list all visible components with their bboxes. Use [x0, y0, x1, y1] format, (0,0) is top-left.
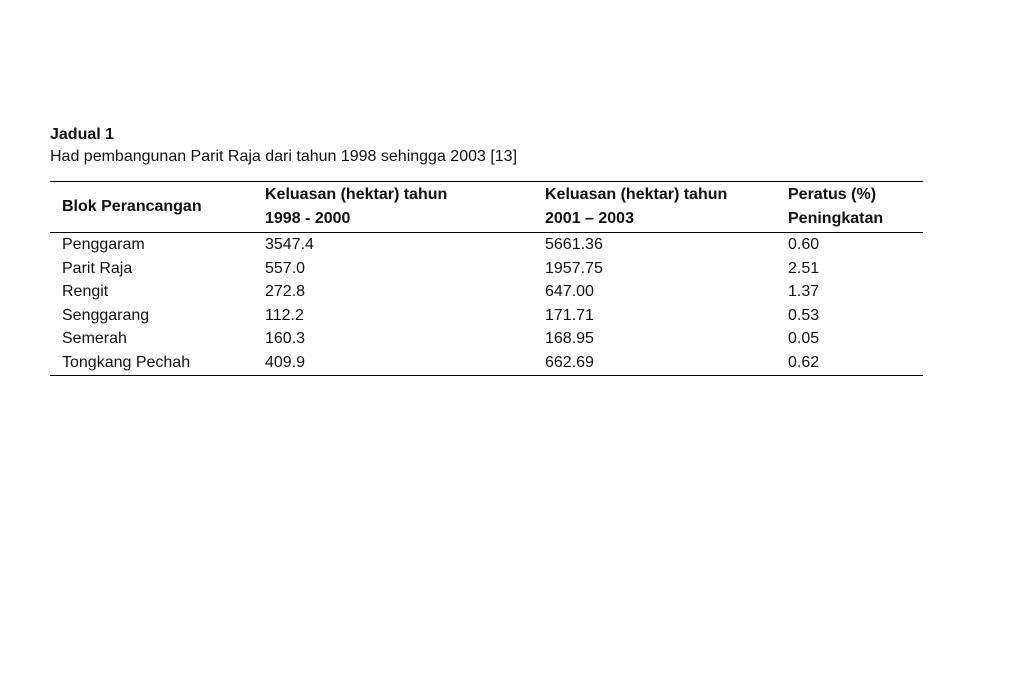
cell-area-2001-2003: 168.95 [545, 330, 594, 348]
table-body [50, 233, 923, 376]
table-row [50, 304, 923, 328]
cell-blok: Penggaram [62, 236, 145, 253]
header-row [50, 182, 923, 233]
header-line: 2001 – 2003 [545, 210, 634, 227]
header-area-2001-2003 [533, 182, 776, 233]
cell-area-1998-2000: 409.9 [265, 353, 306, 371]
header-peratus [776, 182, 923, 233]
table-row [50, 280, 923, 304]
header-line: Peratus (%) [788, 186, 877, 203]
cell-area-2001-2003: 647.00 [545, 283, 594, 301]
cell-blok: Semerah [62, 330, 127, 348]
cell-peratus: 1.37 [788, 283, 820, 301]
cell-area-2001-2003: 662.69 [545, 353, 594, 371]
table-row [50, 351, 923, 375]
table-row [50, 327, 923, 351]
cell-peratus: 0.60 [788, 236, 820, 253]
header-line: Keluasan (hektar) tahun [265, 186, 448, 203]
cell-area-1998-2000: 272.8 [265, 283, 306, 301]
cell-peratus: 2.51 [788, 259, 820, 277]
header-line: Peningkatan [788, 210, 884, 227]
table-row [50, 233, 923, 257]
cell-blok: Rengit [62, 283, 109, 301]
cell-area-1998-2000: 112.2 [265, 306, 304, 324]
data-table [50, 181, 923, 376]
table-header [50, 182, 923, 233]
cell-area-2001-2003: 171.71 [545, 306, 594, 324]
cell-area-1998-2000: 557.0 [265, 259, 306, 277]
table-figure [50, 124, 923, 376]
table-caption: Had pembangunan Parit Raja dari tahun 1998 sehingga 2003 [13] [50, 148, 518, 165]
cell-area-1998-2000: 3547.4 [265, 236, 314, 253]
table-label: Jadual 1 [50, 126, 115, 143]
cell-blok: Parit Raja [62, 259, 133, 277]
cell-area-1998-2000: 160.3 [265, 330, 306, 348]
header-line: 1998 - 2000 [265, 210, 351, 227]
header-line: Keluasan (hektar) tahun [545, 186, 728, 203]
cell-blok: Tongkang Pechah [62, 353, 191, 371]
cell-area-2001-2003: 5661.36 [545, 236, 603, 253]
table-row [50, 257, 923, 281]
cell-peratus: 0.05 [788, 330, 820, 348]
cell-blok: Senggarang [62, 306, 150, 324]
cell-area-2001-2003: 1957.75 [545, 259, 603, 277]
header-line: Blok Perancangan [62, 198, 202, 215]
header-blok-perancangan [50, 182, 253, 233]
cell-peratus: 0.62 [788, 353, 820, 371]
header-area-1998-2000 [253, 182, 533, 233]
cell-peratus: 0.53 [788, 306, 820, 324]
